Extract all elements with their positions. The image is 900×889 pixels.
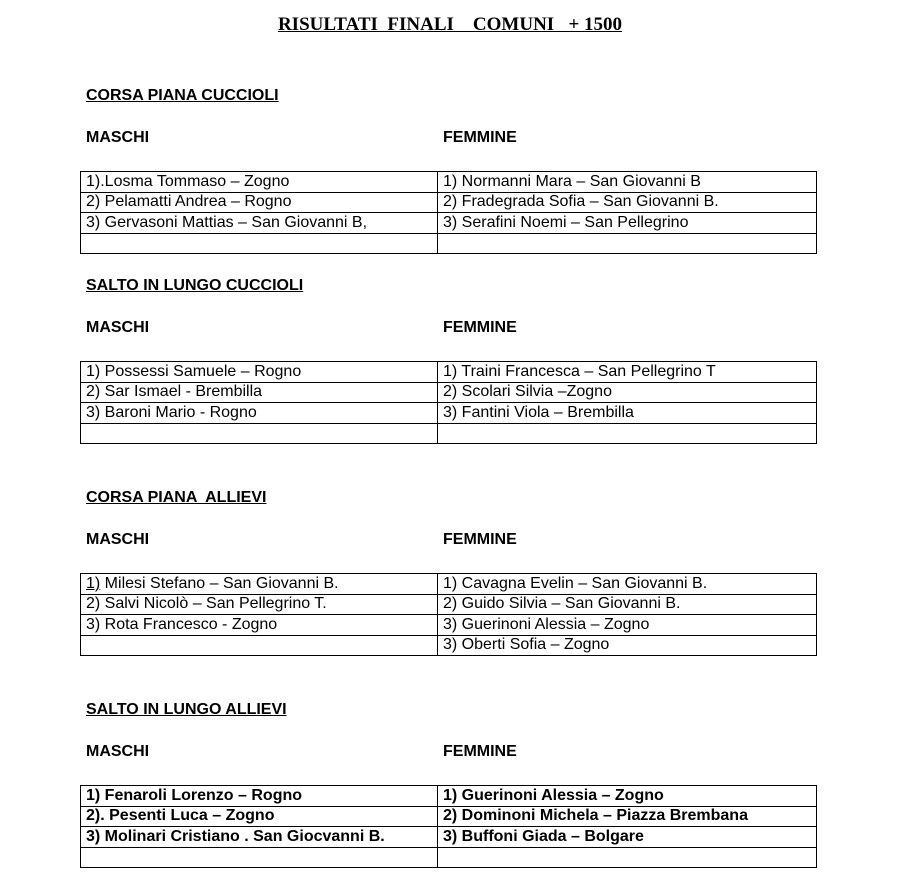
male-label: MASCHI [86, 319, 150, 336]
male-result-cell [81, 423, 438, 444]
female-result-cell: 2) Scolari Silvia –Zogno [438, 382, 817, 403]
male-label: MASCHI [86, 129, 150, 146]
male-result-cell: 2) Salvi Nicolò – San Pellegrino T. [81, 594, 438, 615]
section-heading-corsa-piana-cuccioli: CORSA PIANA CUCCIOLI [86, 87, 279, 104]
results-table-corsa-piana-allievi [80, 573, 817, 656]
male-result-cell [81, 233, 438, 254]
table-row [81, 847, 817, 868]
table-row [81, 192, 817, 213]
male-result-text: Milesi Stefano – San Giovanni B. [100, 574, 339, 592]
male-result-cell [81, 574, 438, 595]
female-label: FEMMINE [443, 743, 517, 760]
female-result-cell: 3) Buffoni Giada – Bolgare [438, 827, 817, 848]
female-result-cell: 3) Oberti Sofia – Zogno [438, 635, 817, 656]
male-result-cell: 1) Possessi Samuele – Rogno [81, 362, 438, 383]
male-label: MASCHI [86, 531, 150, 548]
section-heading-salto-in-lungo-cuccioli: SALTO IN LUNGO CUCCIOLI [86, 277, 304, 294]
female-result-cell: 1) Normanni Mara – San Giovanni B [438, 172, 817, 193]
female-label: FEMMINE [443, 129, 517, 146]
table-row [81, 403, 817, 424]
male-result-cell: 2) Pelamatti Andrea – Rogno [81, 192, 438, 213]
female-result-cell: 2) Guido Silvia – San Giovanni B. [438, 594, 817, 615]
table-row [81, 594, 817, 615]
table-row [81, 362, 817, 383]
table-row [81, 172, 817, 193]
rank-prefix: 1) [86, 574, 101, 592]
female-result-cell: 1) Guerinoni Alessia – Zogno [438, 786, 817, 807]
male-result-cell: 3) Baroni Mario - Rogno [81, 403, 438, 424]
male-label: MASCHI [86, 743, 150, 760]
male-result-cell: 2) Sar Ismael - Brembilla [81, 382, 438, 403]
table-row [81, 233, 817, 254]
female-result-cell [438, 233, 817, 254]
table-row [81, 574, 817, 595]
male-result-cell: 3) Molinari Cristiano . San Giocvanni B. [81, 827, 438, 848]
table-row [81, 213, 817, 234]
female-result-cell [438, 847, 817, 868]
table-row [81, 635, 817, 656]
section-heading-corsa-piana-allievi: CORSA PIANA ALLIEVI [86, 489, 267, 506]
page-title: RISULTATI FINALI COMUNI + 1500 [277, 14, 623, 35]
male-result-cell [81, 635, 438, 656]
table-row [81, 827, 817, 848]
female-result-cell: 1) Cavagna Evelin – San Giovanni B. [438, 574, 817, 595]
table-row [81, 806, 817, 827]
male-result-cell [81, 847, 438, 868]
table-row [81, 615, 817, 636]
female-result-cell: 2) Dominoni Michela – Piazza Brembana [438, 806, 817, 827]
results-table-salto-in-lungo-cuccioli [80, 361, 817, 444]
male-result-cell: 1) Fenaroli Lorenzo – Rogno [81, 786, 438, 807]
table-row [81, 382, 817, 403]
female-result-cell: 2) Fradegrada Sofia – San Giovanni B. [438, 192, 817, 213]
table-row [81, 423, 817, 444]
male-result-cell: 1).Losma Tommaso – Zogno [81, 172, 438, 193]
female-label: FEMMINE [443, 531, 517, 548]
table-row [81, 786, 817, 807]
female-result-cell: 3) Serafini Noemi – San Pellegrino [438, 213, 817, 234]
female-label: FEMMINE [443, 319, 517, 336]
results-table-salto-in-lungo-allievi [80, 785, 817, 868]
results-table-corsa-piana-cuccioli [80, 171, 817, 254]
section-heading-salto-in-lungo-allievi: SALTO IN LUNGO ALLIEVI [86, 701, 287, 718]
female-result-cell: 1) Traini Francesca – San Pellegrino T [438, 362, 817, 383]
male-result-cell: 3) Gervasoni Mattias – San Giovanni B, [81, 213, 438, 234]
male-result-cell: 3) Rota Francesco - Zogno [81, 615, 438, 636]
male-result-cell: 2). Pesenti Luca – Zogno [81, 806, 438, 827]
female-result-cell: 3) Guerinoni Alessia – Zogno [438, 615, 817, 636]
female-result-cell: 3) Fantini Viola – Brembilla [438, 403, 817, 424]
female-result-cell [438, 423, 817, 444]
